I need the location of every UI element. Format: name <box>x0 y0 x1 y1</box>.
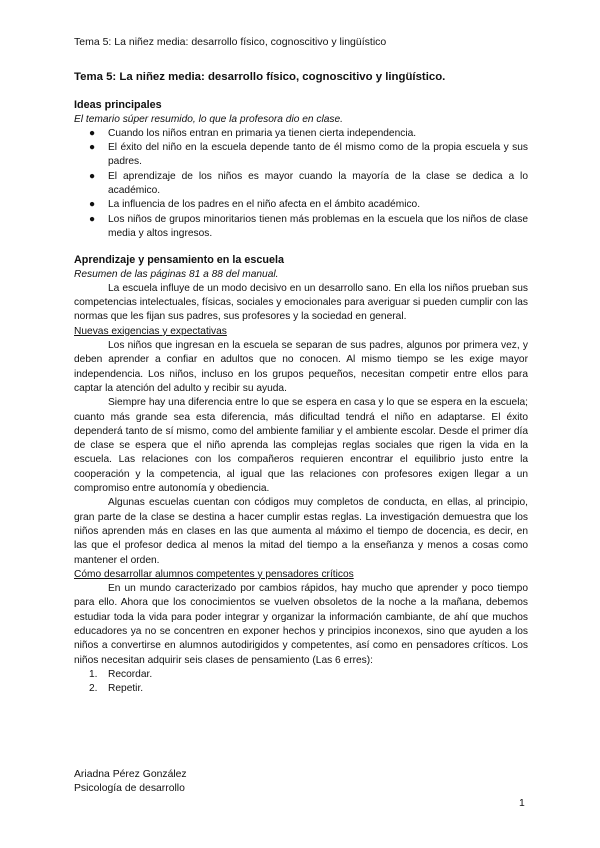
competent-subheading: Cómo desarrollar alumnos competentes y pensadores críticos <box>74 568 354 580</box>
bullet-icon: ● <box>89 199 96 211</box>
demands-paragraph: Siempre hay una diferencia entre lo que se espera en casa y lo que se espera en la escuela; cuanto más grande sea esta diferencia, más dificultad tendrá el niño en adaptarse. El éxito dependerá tanto de sí mismo, como del ambiente familiar y el ambiente escolar. Desde el primer día de clase se espera que el niño aprenda las complejas reglas sociales que rigen la vida en la escuela. Las relaciones con los compañeros requieren encontrar el equilibrio justo entre la cooperación y la competencia, al igual que las relaciones con profesores exigen llegar a un compromiso entre autonomía y obediencia. <box>74 397 528 495</box>
thinking-types-list <box>74 668 528 697</box>
bullet-item: ● El aprendizaje de los niños es mayor cuando la mayoría de la clase se dedica a lo académico. <box>89 170 528 197</box>
footer-subject: Psicología de desarrollo <box>74 783 185 795</box>
footer-author: Ariadna Pérez González <box>74 769 187 780</box>
document-title: Tema 5: La niñez media: desarrollo físico, cognoscitivo y lingüístico. <box>74 71 446 83</box>
demands-paragraph: Los niños que ingresan en la escuela se separan de sus padres, algunos por primera vez, y deben aprender a confiar en adultos que no conocen. Al mismo tiempo se les exige mayor independencia. Los niños, incluso en los grupos pequeños, necesitan competir entre ellos para captar la atención del adulto y recibir su ayuda. <box>74 340 528 394</box>
learning-summary: Resumen de las páginas 81 a 88 del manual. <box>74 268 279 280</box>
demands-paragraph: Algunas escuelas cuentan con códigos muy completos de conducta, en ellas, al principio, gran parte de la clase se destina a hacer cumplir estas reglas. La investigación demuestra que los niños aprenden más en clases en las que aumenta al máximo el tiempo de docencia, es decir, en las que el profesor dedica al menos la mitad del tiempo a la enseñanza y menos a cosas como mantener el orden. <box>74 497 528 566</box>
bullet-icon: ● <box>89 142 96 154</box>
bullet-icon: ● <box>89 170 96 182</box>
page-content <box>74 70 528 696</box>
competent-paragraph: En un mundo caracterizado por cambios rápidos, hay mucho que aprender y poco tiempo para ello. Ahora que los conocimientos se vuelven obsoletos de la noche a la mañana, debemos estudiar toda la vida para poder integrar y organizar la información cambiante, de ahí que muchos educadores ya no se concentren en exponer hechos y principios inconexos, sino que ayuden a los niños a convertirse en alumnos autodirigidos y competentes, así como en pensadores críticos. Los niños necesitan adquirir seis clases de pensamiento (Las 6 erres): <box>74 583 528 666</box>
running-header: Tema 5: La niñez media: desarrollo físico, cognoscitivo y lingüístico <box>74 36 387 48</box>
learning-heading: Aprendizaje y pensamiento en la escuela <box>74 254 285 267</box>
bullet-item: ● La influencia de los padres en el niño afecta en el ámbito académico. <box>74 198 528 212</box>
bullet-icon: ● <box>89 213 96 225</box>
bullet-item: ● Cuando los niños entran en primaria ya tienen cierta independencia. <box>74 127 528 141</box>
list-item: 1. Recordar. <box>89 668 153 680</box>
bullet-icon: ● <box>89 127 96 139</box>
page-footer <box>74 768 187 797</box>
list-item: 2. Repetir. <box>89 683 144 695</box>
ideas-bullet-list <box>74 127 528 241</box>
ideas-heading: Ideas principales <box>74 99 162 112</box>
learning-intro-paragraph: La escuela influye de un modo decisivo en un desarrollo sano. En ella los niños prueban sus competencias intelectuales, físicas, sociales y emocionales para averiguar si pueden cumplir con las normas que les fijan sus padres, sus profesores y la sociedad en general. <box>74 282 528 323</box>
bullet-item: ● Los niños de grupos minoritarios tienen más problemas en la escuela que los niños de clase media y altos ingresos. <box>89 213 528 239</box>
demands-subheading: Nuevas exigencias y expectativas <box>74 325 227 337</box>
ideas-note: El temario súper resumido, lo que la profesora dio en clase. <box>74 113 343 125</box>
page-number: 1 <box>519 798 525 809</box>
bullet-item: ● El éxito del niño en la escuela depende tanto de él mismo como de la propia escuela y sus padres. <box>89 142 528 168</box>
